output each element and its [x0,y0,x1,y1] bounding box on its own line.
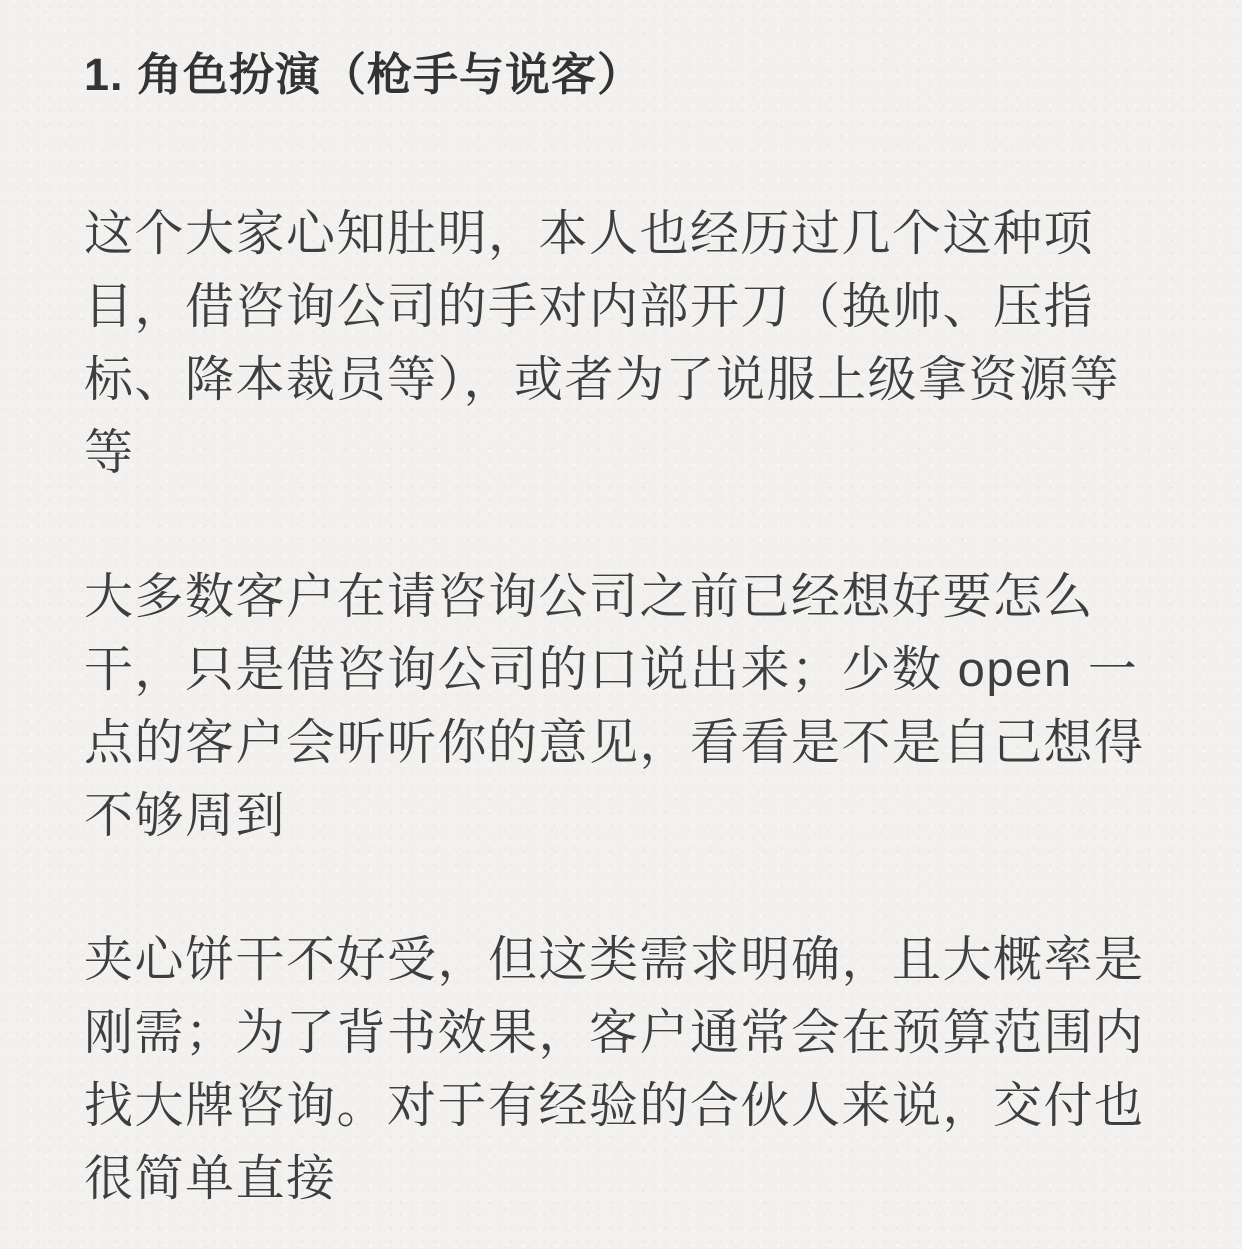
paragraph-client-intentions: 大多数客户在请咨询公司之前已经想好要怎么干，只是借咨询公司的口说出来；少数 open 一点的客户会听听你的意见，看看是不是自己想得不够周到 [84,570,1145,843]
section-title: 1. 角色扮演（枪手与说客） [84,49,644,100]
paragraph-role-playing-experience: 这个大家心知肚明，本人也经历过几个这种项目，借咨询公司的手对内部开刀（换帅、压指标、降本裁员等），或者为了说服上级拿资源等等 [84,207,1121,480]
paragraph-sandwich-cookie-demand: 夹心饼干不好受，但这类需求明确，且大概率是刚需；为了背书效果，客户通常会在预算范围内找大牌咨询。对于有经验的合伙人来说，交付也很简单直接 [84,933,1145,1206]
